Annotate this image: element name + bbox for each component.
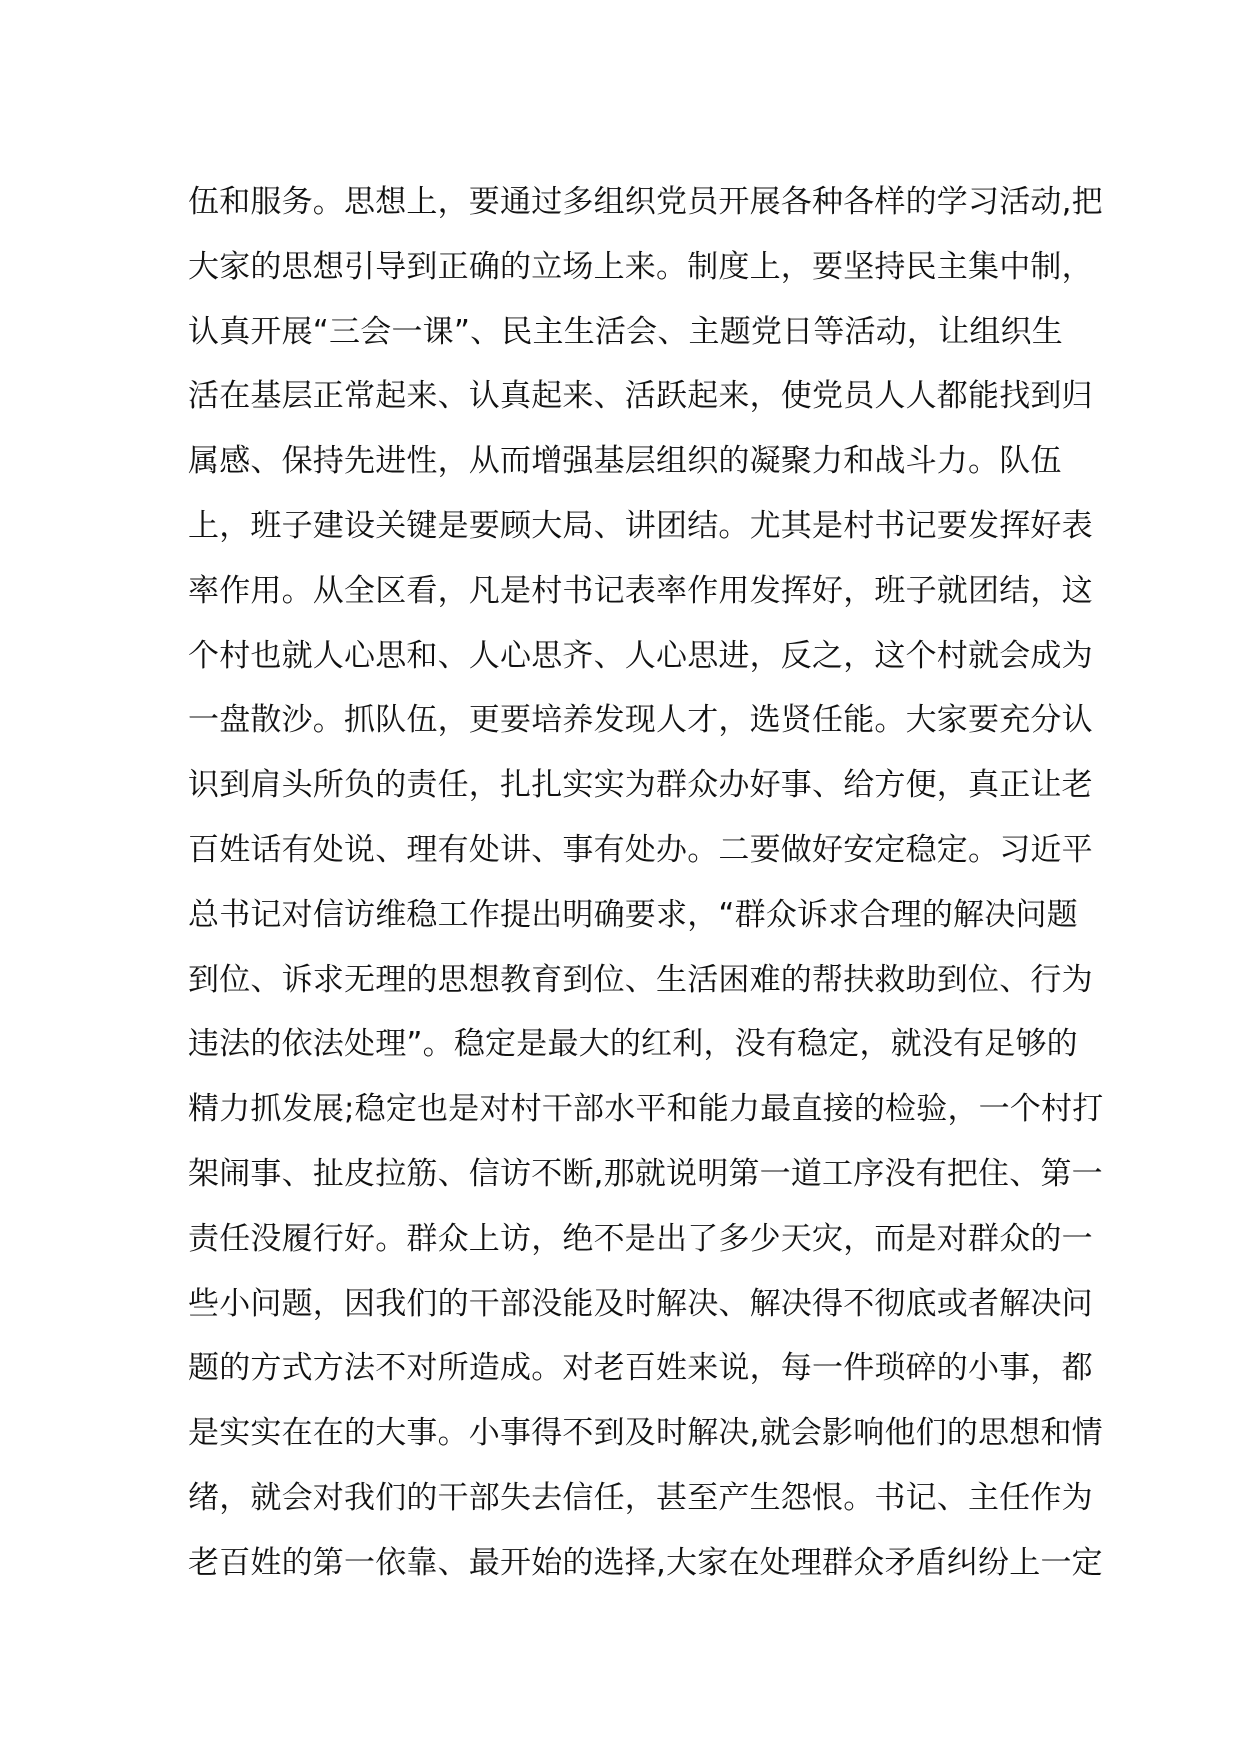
text-line: 老百姓的第一依靠、最开始的选择,大家在处理群众矛盾纠纷上一定 (188, 1544, 1103, 1581)
text-line: 精力抓发展;稳定也是对村干部水平和能力最直接的检验，一个村打 (188, 1091, 1104, 1128)
text-line: 架闹事、扯皮拉筋、信访不断,那就说明第一道工序没有把住、第一 (188, 1155, 1103, 1192)
text-line: 率作用。从全区看，凡是村书记表率作用发挥好，班子就团结，这 (188, 572, 1093, 609)
text-line: 认真开展“三会一课”、民主生活会、主题党日等活动，让组织生 (188, 313, 1063, 350)
text-line: 上，班子建设关键是要顾大局、讲团结。尤其是村书记要发挥好表 (188, 507, 1093, 544)
text-line: 百姓话有处说、理有处讲、事有处办。二要做好安定稳定。习近平 (188, 831, 1093, 868)
text-line: 题的方式方法不对所造成。对老百姓来说，每一件琐碎的小事，都 (188, 1350, 1093, 1387)
text-line: 到位、诉求无理的思想教育到位、生活困难的帮扶救助到位、行为 (188, 961, 1093, 998)
text-line: 是实实在在的大事。小事得不到及时解决,就会影响他们的思想和情 (188, 1415, 1103, 1452)
text-line: 责任没履行好。群众上访，绝不是出了多少天灾，而是对群众的一 (188, 1220, 1093, 1257)
text-line: 大家的思想引导到正确的立场上来。制度上，要坚持民主集中制， (188, 248, 1093, 285)
text-line: 些小问题，因我们的干部没能及时解决、解决得不彻底或者解决问 (188, 1285, 1093, 1322)
text-line: 属感、保持先进性，从而增强基层组织的凝聚力和战斗力。队伍 (188, 443, 1062, 480)
text-line: 绪，就会对我们的干部失去信任，甚至产生怨恨。书记、主任作为 (188, 1479, 1093, 1516)
text-line: 总书记对信访维稳工作提出明确要求，“群众诉求合理的解决问题 (188, 896, 1078, 933)
text-line: 个村也就人心思和、人心思齐、人心思进，反之，这个村就会成为 (188, 637, 1093, 674)
text-line: 一盘散沙。抓队伍，更要培养发现人才，选贤任能。大家要充分认 (188, 702, 1093, 739)
text-line: 伍和服务。思想上，要通过多组织党员开展各种各样的学习活动,把 (188, 184, 1103, 220)
text-line: 识到肩头所负的责任，扎扎实实为群众办好事、给方便，真正让老 (188, 767, 1093, 804)
body-paragraph (188, 170, 1104, 1596)
text-line: 违法的依法处理”。稳定是最大的红利，没有稳定，就没有足够的 (188, 1026, 1078, 1063)
text-line: 活在基层正常起来、认真起来、活跃起来，使党员人人都能找到归 (188, 378, 1093, 415)
